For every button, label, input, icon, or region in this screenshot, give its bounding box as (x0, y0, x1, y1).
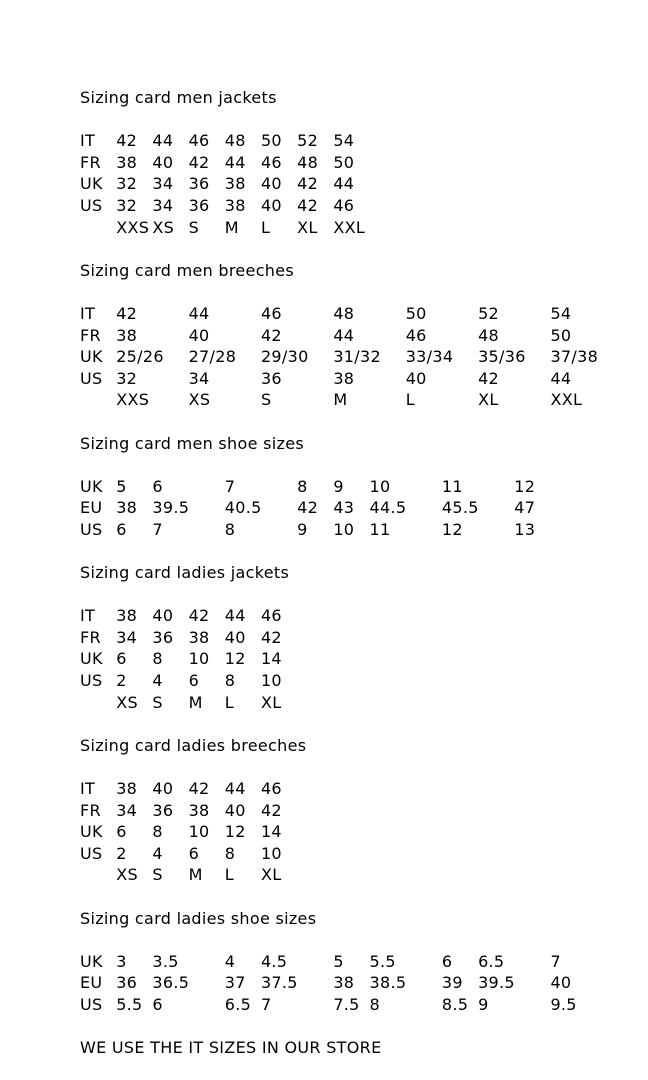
table-row (80, 994, 638, 1016)
size-cell: 7 (224, 476, 236, 496)
size-cell: 34 (116, 800, 138, 820)
sizing-table-ladies-jackets (80, 605, 638, 713)
size-cell: 42 (260, 325, 282, 345)
size-cell: 44 (224, 152, 246, 172)
table-row (80, 152, 638, 174)
size-cell: 40 (152, 606, 174, 626)
size-cell: S (152, 865, 163, 885)
row-label: FR (80, 800, 101, 820)
section-men-breeches (80, 260, 638, 411)
section-men-shoe-sizes (80, 433, 638, 541)
row-label: FR (80, 152, 101, 172)
row-label: IT (80, 303, 96, 323)
table-row (80, 130, 638, 152)
size-cell: 54 (333, 131, 355, 151)
size-cell: 33/34 (405, 347, 454, 367)
size-cell: 7 (550, 951, 561, 971)
size-cell: 8 (224, 519, 236, 539)
size-cell: 42 (188, 606, 210, 626)
row-label: FR (80, 325, 101, 345)
size-cell: 8 (297, 476, 308, 496)
row-label: EU (80, 973, 103, 993)
size-cell: 10 (188, 822, 210, 842)
table-row (80, 325, 638, 347)
size-cell: 5.5 (369, 951, 396, 971)
section-title: Sizing card men breeches (80, 260, 295, 280)
size-cell: 4 (224, 951, 236, 971)
size-cell: 45.5 (441, 498, 479, 518)
section-title: Sizing card ladies jackets (80, 563, 290, 583)
size-cell: 40 (260, 174, 282, 194)
size-cell: 10 (333, 519, 355, 539)
size-cell: 38 (116, 152, 138, 172)
size-cell: 27/28 (188, 347, 237, 367)
size-cell: 42 (260, 627, 282, 647)
size-cell: 8 (152, 822, 163, 842)
size-cell: 6 (188, 843, 200, 863)
size-cell: 38 (333, 368, 355, 388)
row-label: UK (80, 822, 103, 842)
size-cell: 4.5 (260, 951, 288, 971)
table-row (80, 821, 638, 843)
size-cell: L (224, 692, 234, 712)
size-cell: 32 (116, 195, 138, 215)
size-cell: XXS (116, 390, 150, 410)
table-row (80, 692, 638, 714)
size-cell: 38 (188, 627, 210, 647)
section-ladies-breeches (80, 735, 638, 886)
size-cell: 40.5 (224, 498, 262, 518)
row-label: UK (80, 951, 103, 971)
size-cell: 34 (152, 195, 174, 215)
size-cell: 38 (333, 973, 355, 993)
size-cell: 42 (260, 800, 282, 820)
size-cell: M (188, 692, 203, 712)
size-cell: 46 (333, 195, 355, 215)
size-cell: 12 (441, 519, 463, 539)
size-cell: 52 (478, 303, 500, 323)
size-cell: 42 (116, 303, 138, 323)
size-cell: XXL (550, 390, 583, 410)
row-label: US (80, 994, 103, 1014)
size-cell: L (405, 390, 415, 410)
size-cell: XL (297, 217, 318, 237)
size-cell: 36.5 (152, 973, 190, 993)
size-cell: 9 (478, 994, 489, 1014)
size-cell: 48 (297, 152, 319, 172)
size-cell: 8 (224, 671, 236, 691)
size-cell: 6 (116, 822, 127, 842)
table-row (80, 843, 638, 865)
size-cell: 11 (441, 476, 463, 496)
size-cell: 37 (224, 973, 246, 993)
size-cell: 38 (116, 606, 138, 626)
size-cell: 38 (116, 325, 138, 345)
sizing-table-men-shoe-sizes (80, 476, 638, 541)
size-cell: 44 (188, 303, 210, 323)
size-cell: 13 (514, 519, 536, 539)
footer-note: WE USE THE IT SIZES IN OUR STORE (80, 1038, 382, 1058)
size-cell: 32 (116, 368, 138, 388)
table-row (80, 648, 638, 670)
section-ladies-shoe-sizes (80, 908, 638, 1016)
size-cell: XXL (333, 217, 366, 237)
size-cell: 5 (116, 476, 127, 496)
size-cell: 40 (152, 779, 174, 798)
size-cell: XL (478, 390, 499, 410)
size-cell: 42 (478, 368, 500, 388)
size-cell: 52 (297, 131, 319, 151)
size-cell: M (333, 390, 348, 410)
size-cell: 10 (188, 649, 210, 669)
size-cell: 7 (152, 519, 163, 539)
sizing-table-men-breeches (80, 303, 638, 411)
size-cell: 50 (333, 152, 355, 172)
size-cell: 36 (152, 800, 174, 820)
size-cell: XXS (116, 217, 150, 237)
size-cell: 8 (152, 649, 163, 669)
size-cell: 54 (550, 303, 572, 323)
size-cell: 34 (116, 627, 138, 647)
size-cell: 11 (369, 519, 391, 539)
table-row (80, 951, 638, 973)
table-row (80, 346, 638, 368)
size-cell: 42 (116, 131, 138, 151)
size-cell: 46 (260, 779, 282, 798)
section-men-jackets (80, 87, 638, 238)
table-row (80, 864, 638, 886)
size-cell: 29/30 (260, 347, 309, 367)
size-cell: 40 (550, 973, 572, 993)
size-cell: 6.5 (224, 994, 252, 1014)
size-cell: L (224, 865, 234, 885)
size-cell: 50 (550, 325, 572, 345)
row-label: EU (80, 498, 103, 518)
size-cell: S (152, 692, 163, 712)
row-label: IT (80, 779, 96, 798)
table-row (80, 605, 638, 627)
section-title: Sizing card ladies shoe sizes (80, 908, 317, 928)
size-cell: 46 (260, 152, 282, 172)
table-row (80, 800, 638, 822)
section-title: Sizing card ladies breeches (80, 735, 307, 755)
size-cell: 44.5 (369, 498, 407, 518)
table-row (80, 368, 638, 390)
size-cell: 39.5 (152, 498, 190, 518)
size-cell: M (224, 217, 239, 237)
size-cell: XS (188, 390, 211, 410)
size-cell: S (188, 217, 200, 237)
size-cell: 40 (188, 325, 210, 345)
size-cell: 40 (224, 800, 246, 820)
size-cell: 9 (333, 476, 344, 496)
size-cell: XS (116, 692, 138, 712)
size-cell: 34 (188, 368, 210, 388)
size-cell: 42 (188, 152, 210, 172)
size-cell: XS (152, 217, 175, 237)
row-label: FR (80, 627, 101, 647)
table-row (80, 778, 638, 800)
size-cell: 50 (260, 131, 282, 151)
size-cell: 25/26 (116, 347, 164, 367)
row-label: IT (80, 131, 96, 151)
sizing-table-ladies-breeches (80, 778, 638, 886)
size-cell: 10 (260, 671, 282, 691)
size-cell: 9 (297, 519, 308, 539)
size-cell: XL (260, 692, 282, 712)
table-row (80, 303, 638, 325)
size-cell: 48 (224, 131, 246, 151)
table-row (80, 476, 638, 498)
sizing-table-men-jackets (80, 130, 638, 238)
row-label: UK (80, 476, 103, 496)
size-cell: 12 (224, 649, 246, 669)
size-cell: 8 (369, 994, 380, 1014)
table-row (80, 972, 638, 994)
size-cell: 44 (224, 779, 246, 798)
size-cell: 46 (405, 325, 427, 345)
row-label: US (80, 368, 103, 388)
size-cell: 2 (116, 843, 127, 863)
size-cell: 5 (333, 951, 344, 971)
size-cell: 4 (152, 843, 163, 863)
size-cell: 5.5 (116, 994, 143, 1014)
size-cell: 44 (224, 606, 246, 626)
size-cell: 40 (405, 368, 427, 388)
size-cell: 42 (188, 779, 210, 798)
size-cell: 6 (441, 951, 453, 971)
table-row (80, 195, 638, 217)
size-cell: 46 (188, 131, 210, 151)
size-cell: 43 (333, 498, 355, 518)
size-cell: 44 (152, 131, 174, 151)
size-cell: 12 (224, 822, 246, 842)
size-cell: 36 (188, 174, 210, 194)
section-ladies-jackets (80, 562, 638, 713)
row-label: UK (80, 649, 103, 669)
size-cell: 36 (152, 627, 174, 647)
size-cell: 8.5 (441, 994, 469, 1014)
size-cell: 48 (333, 303, 355, 323)
size-cell: 12 (514, 476, 536, 496)
sizing-table-ladies-shoe-sizes (80, 951, 638, 1016)
size-cell: 40 (260, 195, 282, 215)
table-row (80, 627, 638, 649)
size-cell: 3.5 (152, 951, 179, 971)
size-cell: 10 (260, 843, 282, 863)
size-cell: 14 (260, 649, 282, 669)
table-row (80, 217, 638, 239)
row-label: US (80, 519, 103, 539)
size-cell: 39.5 (478, 973, 515, 993)
size-cell: 46 (260, 606, 282, 626)
size-cell: 38 (224, 174, 246, 194)
size-cell: 2 (116, 671, 127, 691)
size-cell: 38 (116, 498, 138, 518)
size-cell: 44 (333, 174, 355, 194)
row-label: UK (80, 347, 103, 367)
size-cell: XS (116, 865, 138, 885)
size-cell: 39 (441, 973, 463, 993)
size-cell: 50 (405, 303, 427, 323)
size-cell: XL (260, 865, 282, 885)
size-cell: 42 (297, 195, 319, 215)
size-cell: 7.5 (333, 994, 360, 1014)
size-cell: 35/36 (478, 347, 526, 367)
size-cell: 37/38 (550, 347, 599, 367)
size-cell: S (260, 390, 272, 410)
size-cell: 6 (116, 649, 127, 669)
size-cell: 38 (188, 800, 210, 820)
size-cell: 34 (152, 174, 174, 194)
size-cell: 38 (224, 195, 246, 215)
size-cell: 4 (152, 671, 163, 691)
size-cell: 36 (116, 973, 138, 993)
size-cell: M (188, 865, 203, 885)
size-cell: 47 (514, 498, 536, 518)
size-cell: 6 (116, 519, 127, 539)
size-cell: 6.5 (478, 951, 505, 971)
table-row (80, 389, 638, 411)
size-cell: 32 (116, 174, 138, 194)
size-cell: 8 (224, 843, 236, 863)
size-cell: 38 (116, 779, 138, 798)
table-row (80, 497, 638, 519)
size-cell: 40 (224, 627, 246, 647)
table-row (80, 173, 638, 195)
table-row (80, 519, 638, 541)
row-label: US (80, 671, 103, 691)
size-cell: 40 (152, 152, 174, 172)
size-cell: 14 (260, 822, 282, 842)
size-cell: 36 (188, 195, 210, 215)
row-label: IT (80, 606, 96, 626)
size-cell: 44 (550, 368, 572, 388)
size-cell: 3 (116, 951, 127, 971)
table-row (80, 670, 638, 692)
section-title: Sizing card men shoe sizes (80, 433, 304, 453)
size-cell: 38.5 (369, 973, 407, 993)
size-cell: 42 (297, 498, 319, 518)
row-label: US (80, 195, 103, 215)
size-cell: 6 (152, 476, 163, 496)
size-cell: 6 (188, 671, 200, 691)
size-cell: 44 (333, 325, 355, 345)
size-cell: 7 (260, 994, 272, 1014)
row-label: UK (80, 174, 103, 194)
row-label: US (80, 843, 103, 863)
size-cell: 9.5 (550, 994, 577, 1014)
section-title: Sizing card men jackets (80, 88, 277, 107)
size-cell: 36 (260, 368, 282, 388)
size-cell: 10 (369, 476, 391, 496)
size-cell: 46 (260, 303, 282, 323)
size-cell: L (260, 217, 271, 237)
size-cell: 31/32 (333, 347, 381, 367)
size-cell: 48 (478, 325, 500, 345)
size-cell: 6 (152, 994, 163, 1014)
size-cell: 37.5 (260, 973, 298, 993)
size-cell: 42 (297, 174, 319, 194)
